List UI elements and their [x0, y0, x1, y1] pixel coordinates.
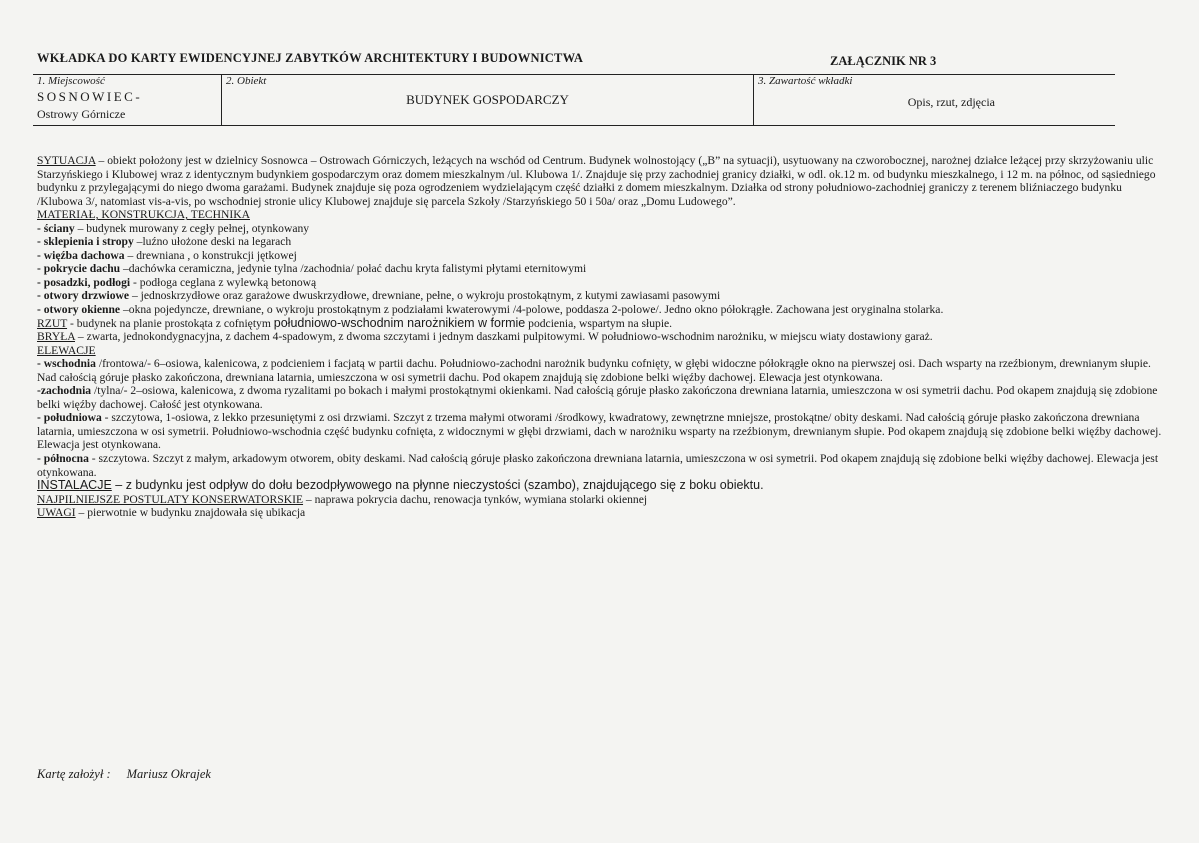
material-heading-text: MATERIAŁ, KONSTRUKCJA, TECHNIKA	[37, 208, 250, 222]
object-value: BUDYNEK GOSPODARCZY	[406, 92, 569, 107]
installations-paragraph	[37, 479, 1165, 493]
postulates-heading: NAJPILNIEJSZE POSTULATY KONSERWATORSKIE	[37, 492, 304, 506]
material-heading	[37, 208, 1165, 222]
elevation-north-label: - północna	[37, 452, 89, 466]
material-doors	[37, 289, 1165, 303]
elevation-north	[37, 452, 1165, 479]
elevation-west-label: -zachodnia	[37, 384, 92, 398]
postulates-paragraph	[37, 493, 1165, 507]
meta-table	[33, 74, 1115, 126]
object-label: 2. Obiekt	[226, 75, 267, 87]
massing-paragraph	[37, 330, 1165, 344]
material-ceilings	[37, 235, 1165, 249]
material-floors	[37, 276, 1165, 290]
situation-heading: SYTUACJA	[37, 154, 96, 167]
material-ceilings-label: - sklepienia i stropy	[37, 235, 134, 249]
material-roofing-text: –dachówka ceramiczna, jedynie tylna /zachodnia/ połać dachu kryta falistymi płytami eternitowymi	[120, 262, 587, 276]
plan-heading: RZUT	[37, 316, 68, 330]
elevations-heading-text: ELEWACJE	[37, 343, 96, 357]
postulates-text: – naprawa pokrycia dachu, renowacja tynków, wymiana stolarki okiennej	[303, 492, 648, 506]
annex-number: ZAŁĄCZNIK NR 3	[830, 54, 937, 68]
massing-text: – zwarta, jednokondygnacyjna, z dachem 4-spadowym, z dwoma szczytami i jednym daszkami pulpitowymi. W południowo-wschodnim narożniku, w miejscu wiaty dostawiony garaż.	[75, 330, 933, 344]
material-walls-text: – budynek murowany z cegły pełnej, otynkowany	[74, 221, 310, 235]
contents-cell	[753, 75, 1115, 125]
massing-heading: BRYŁA	[37, 330, 76, 344]
situation-paragraph	[37, 154, 1165, 208]
plan-text-2: południowo-wschodnim narożnikiem w formie	[273, 315, 526, 330]
material-roofing	[37, 262, 1165, 276]
material-walls	[37, 222, 1165, 236]
material-truss-label: - więźba dachowa	[37, 248, 125, 262]
signature-label: Kartę założył :	[37, 767, 111, 781]
remarks-heading: UWAGI	[37, 506, 76, 520]
signature-name: Mariusz Okrajek	[126, 767, 211, 781]
description-body	[37, 154, 1165, 520]
location-cell	[33, 75, 221, 125]
material-ceilings-text: –luźno ułożone deski na legarach	[133, 235, 292, 249]
plan-text-1: - budynek na planie prostokąta z cofniętym	[67, 316, 274, 330]
material-windows-text: –okna pojedyncze, drewniane, o wykroju prostokątnym z podziałami kwaterowymi /4-polowe, poddasza 2-polowe/. Jedno okno półokrągłe. Zachowana jest oryginalna stolarka.	[120, 303, 944, 317]
material-windows-label: - otwory okienne	[37, 303, 121, 317]
document-title: WKŁADKA DO KARTY EWIDENCYJNEJ ZABYTKÓW ARCHITEKTURY I BUDOWNICTWA	[37, 51, 584, 65]
elevation-east-text: /frontowa/- 6–osiowa, kalenicowa, z podcieniem i facjatą w partii dachu. Południowo-zachodni narożnik budynku cofnięty, w głębi widoczne półokrągłe okno na pierwszej osi. Dach wsparty na rzeźbionym, drewnianym słupie. Nad całością góruje płasko zakończona, drewniana latarnia, umieszczona w osi symetrii dachu. Pod okapem znajdują się zdobione belki więźby dachowej. Elewacja jest otynkowana.	[37, 357, 1151, 384]
elevation-south	[37, 411, 1165, 452]
object-cell	[221, 75, 753, 125]
contents-label: 3. Zawartość wkładki	[758, 75, 853, 87]
material-floors-label: - posadzki, podłogi	[37, 275, 131, 289]
location-city: SOSNOWIEC-	[37, 89, 143, 104]
elevation-west-text: /tylna/- 2–osiowa, kalenicowa, z dwoma ryzalitami po bokach i małymi prostokątnymi okienkami. Nad całością góruje płasko zakończona drewniana latarnia, umieszczona w osi symetrii dachu. Pod okapem znajdują się zdobione belki więźby dachowej. Całość jest otynkowana.	[37, 384, 1158, 411]
elevation-east	[37, 357, 1165, 384]
plan-text-3: podcienia, wspartym na słupie.	[525, 316, 673, 330]
remarks-paragraph	[37, 506, 1165, 520]
material-truss-text: – drewniana , o konstrukcji jętkowej	[124, 248, 297, 262]
elevation-east-label: - wschodnia	[37, 357, 96, 371]
location-label: 1. Miejscowość	[37, 75, 105, 87]
signature-line	[37, 767, 211, 782]
installations-text: – z budynku jest odpływ do dołu bezodpływowego na płynne nieczystości (szambo), znajdującego się z boku obiektu.	[111, 478, 764, 493]
plan-paragraph	[37, 317, 1165, 331]
installations-heading: INSTALACJE	[37, 478, 112, 493]
material-floors-text: - podłoga ceglana z wylewką betonową	[130, 275, 317, 289]
location-district: Ostrowy Górnicze	[37, 107, 126, 121]
contents-value: Opis, rzut, zdjęcia	[907, 95, 995, 109]
elevation-south-text: - szczytowa, 1-osiowa, z lekko przesuniętymi z osi drzwiami. Szczyt z trzema małymi otworami /środkowy, kwadratowy, zewnętrzne mniejsze, prostokątne/ obity deskami. Nad całością góruje płasko zakończona drewniana latarnia, umieszczona w osi symetrii. Południowo-wschodnia część budynku cofnięta, z widocznymi w głębi drzwiami, dach w narożniku wsparty na rzeźbionym, drewnianym słupie. Pod okapem znajdują się zdobione belki więźby dachowej. Elewacja jest otynkowana.	[37, 411, 1162, 452]
material-windows	[37, 303, 1165, 317]
situation-text: – obiekt położony jest w dzielnicy Sosnowca – Ostrowach Górniczych, leżących na wschód od Centrum. Budynek wolnostojący („B” na sytuacji), usytuowany na czworobocznej, narożnej działce leżącej przy skrzyżowaniu ulic Starzyńskiego i Klubowej wraz z identycznym budynkiem gospodarczym oraz domem mieszkalnym /ul. Klubowa 1/. Znajduje się przy zachodniej granicy działki, w odl. ok.12 m. od budynku mieszkalnego, i 12 m. na północ, od sąsiedniego budynku z przylegającymi do niego dwoma garażami. Budynek znajduje się poza ogrodzeniem wydzielającym część działki z domem mieszkalnym. Działka od strony południowo-zachodniej graniczy z terenem bliźniaczego budynku /Klubowa 3/, natomiast vis-a-vis, po wschodniej stronie ulicy Klubowej znajduje się parcela Szkoły /Starzyńskiego 50 i 50a/ oraz „Domu Ludowego”.	[37, 154, 1156, 208]
material-walls-label: - ściany	[37, 221, 75, 235]
elevation-north-text: - szczytowa. Szczyt z małym, arkadowym otworem, obity deskami. Nad całością góruje płasko zakończona drewniana latarnia, umieszczona w osi symetrii. Pod okapem znajdują się zdobione belki więźby dachowej. Elewacja jest otynkowana.	[37, 452, 1159, 479]
material-doors-label: - otwory drzwiowe	[37, 289, 130, 303]
elevations-heading	[37, 344, 1165, 358]
material-doors-text: – jednoskrzydłowe oraz garażowe dwuskrzydłowe, drewniane, pełne, o wykroju prostokątnym, z kutymi zawiasami pasowymi	[129, 289, 721, 303]
elevation-west	[37, 384, 1165, 411]
elevation-south-label: - południowa	[37, 411, 102, 425]
remarks-text: – pierwotnie w budynku znajdowała się ubikacja	[75, 506, 306, 520]
material-roofing-label: - pokrycie dachu	[37, 262, 121, 276]
material-truss	[37, 249, 1165, 263]
